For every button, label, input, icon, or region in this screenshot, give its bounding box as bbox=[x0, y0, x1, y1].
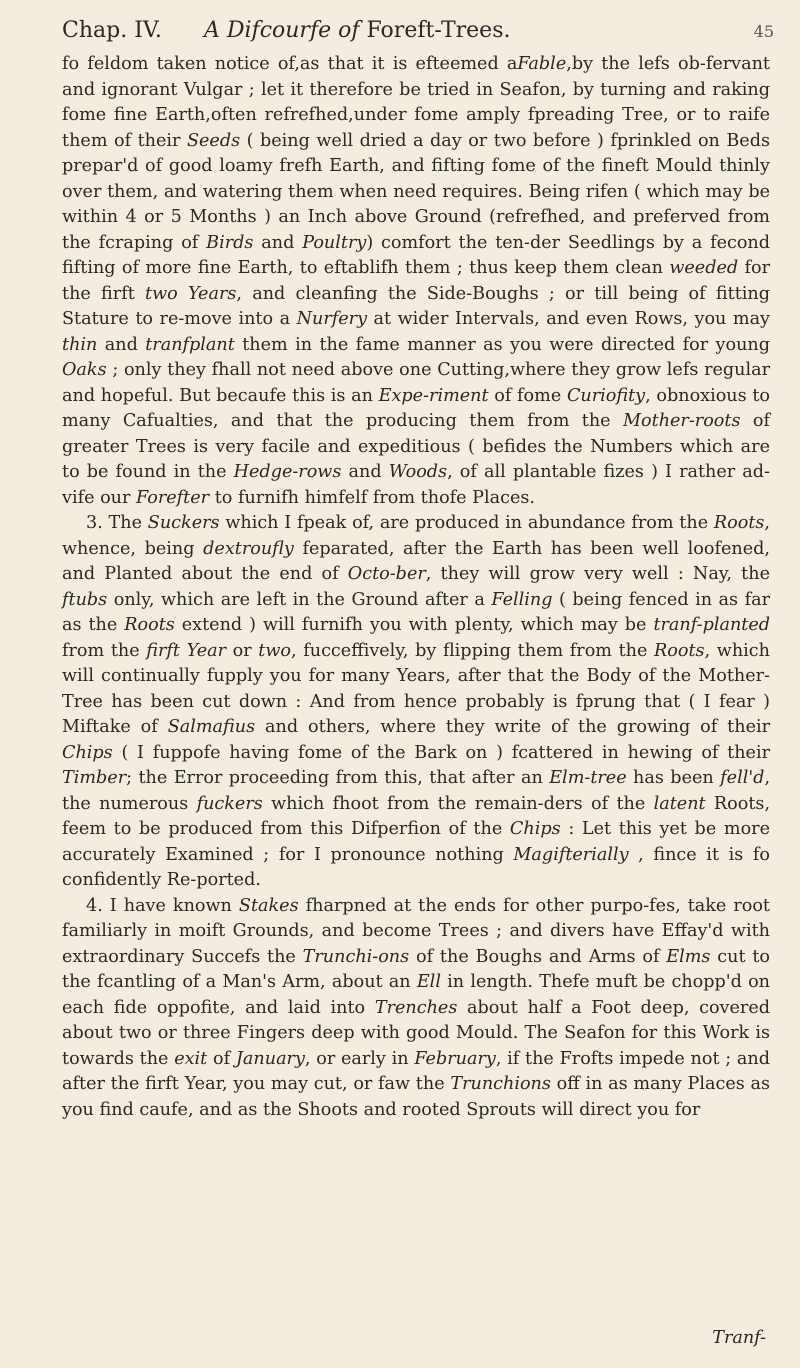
paragraph-continued: fo feldom taken notice of,as that it is efteemed aFable,by the lefs ob-fervant and ignorant Vulgar ; let it therefore be tried in Seafon, by turning and raking fome fine Earth,often refrefhed,under fome amply fpreading Tree, or to raife them of their Seeds ( being well dried a day or two before ) fprinkled on Beds prepar'd of good loamy frefh Earth, and fifting fome of the fineft Mould thinly over them, and watering them when need requires. Being rifen ( which may be within 4 or 5 Months ) an Inch above Ground (refrefhed, and preferved from the fcraping of Birds and Poultry) comfort the ten-der Seedlings by a fecond fifting of more fine Earth, to eftablifh them ; thus keep them clean weeded for the firft two Years, and cleanfing the Side-Boughs ; or till being of fitting Stature to re-move into a Nurfery at wider Intervals, and even Rows, you may thin and tranfplant them in the fame manner as you were directed for young Oaks ; only they fhall not need above one Cutting,where they grow lefs regular and hopeful. But becaufe this is an Expe-riment of fome Curiofity, obnoxious to many Cafualties, and that the producing them from the Mother-roots of greater Trees is very facile and expeditious ( befides the Numbers which are to be found in the Hedge-rows and Woods, of all plantable fizes ) I rather ad-vife our Forefter to furnifh himfelf from thofe Places. bbox=[62, 54, 771, 508]
page-number: 45 bbox=[753, 22, 774, 41]
paragraph-4: 4. I have known Stakes fharpned at the ends for other purpo-fes, take root familiarly in moift Grounds, and become Trees ; and divers have Effay'd with extraordinary Succefs the Trunchi-ons of the Boughs and Arms of Elms cut to the fcantling of a Man's Arm, about an Ell in length. Thefe muft be chopp'd on each fide oppofite, and laid into Trenches about half a Foot deep, covered about two or three Fingers deep with good Mould. The Seafon for this Work is towards the exit of January, or early in February, if the Frofts impede not ; and after the firft Year, you may cut, or faw the Trunchions off in as many Places as you find caufe, and as the Shoots and rooted Sprouts will direct you for bbox=[62, 895, 771, 1120]
body-text bbox=[62, 52, 770, 1123]
catchword: Tranf- bbox=[712, 1328, 766, 1348]
paragraph-3: 3. The Suckers which I fpeak of, are produced in abundance from the Roots, whence, being dextroufly feparated, after the Earth has been well loofened, and Planted about the end of Octo-ber, they will grow very well : Nay, the ftubs only, which are left in the Ground after a Felling ( being fenced in as far as the Roots extend ) will furnifh you with plenty, which may be tranf-planted from the firft Year or two, fucceffively, by flipping them from the Roots, which will continually fupply you for many Years, after that the Body of the Mother-Tree has been cut down : And from hence probably is fprung that ( I fear ) Miftake of Salmafius and others, where they write of the growing of their Chips ( I fuppofe having fome of the Bark on ) fcattered in hewing of their Timber; the Error proceeding from this, that after an Elm-tree has been fell'd, the numerous fuckers which fhoot from the remain-ders of the latent Roots, feem to be produced from this Difperfion of the Chips : Let this yet be more accurately Examined ; for I pronounce nothing Magifterially , fince it is fo confidently Re-ported. bbox=[62, 513, 771, 890]
running-title-rest: Foreft-Trees. bbox=[366, 18, 511, 43]
running-title bbox=[204, 18, 511, 43]
running-header bbox=[62, 10, 780, 50]
chapter-label: Chap. IV. bbox=[62, 18, 162, 43]
running-title-italic: A Difcourfe of bbox=[204, 18, 360, 43]
